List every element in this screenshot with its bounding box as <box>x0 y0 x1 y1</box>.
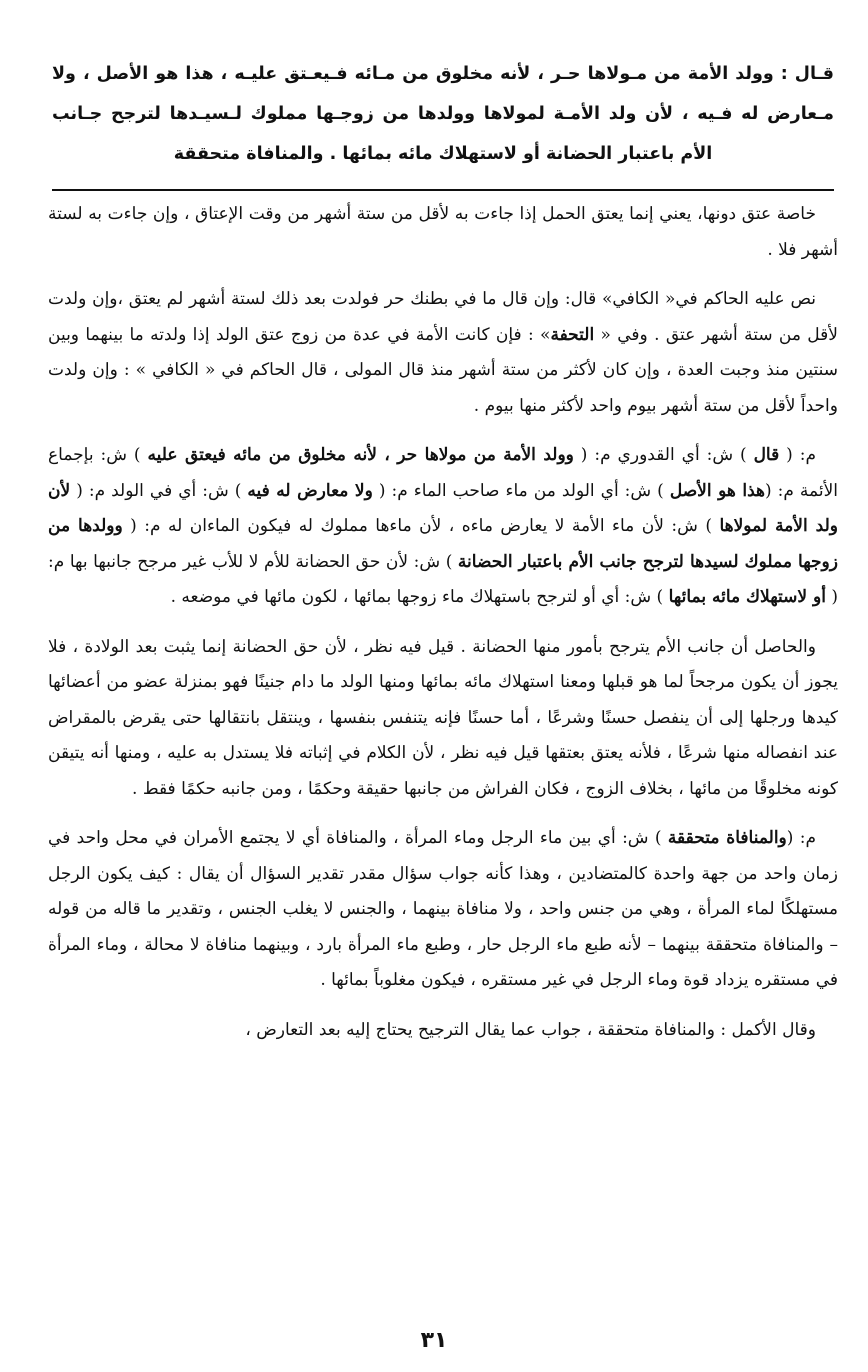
commentary-paragraph <box>48 630 838 808</box>
bold-quote: قال <box>753 445 780 465</box>
bold-quote: ولا معارض له فيه <box>247 480 373 501</box>
text-run: والحاصل أن جانب الأم يترجح بأمور منها الحضانة . قيل فيه نظر ، لأن حق الحضانة إنما يثبت بعد الولادة ، فلا يجوز أن يكون مرجحاً لما هو قبلها ومعنا استهلاك مائه بمائها ومنها الولد ما دام جنينًا فهو بمنزلة عضو من أعضائها كيدها ورجلها إلى أن ينفصل حسنًا وشرعًا ، أما حسنًا فإنه يتنفس بنفسها ، وينتقل بانتقالها حتى يقرض بالمقراض عند انفصاله منها شرعًا ، فلأنه يعتق بعتقها قيل فيه نظر ، لأن الكلام في إثباته فلا يستدل به عليه ، ومنها أنه يتيقن كونه مخلوقًا من مائها ، بخلاف الزوج ، فكان الفراش من جانبها حقيقة وحكمًا ، ومن جانبه حكمًا فقط . <box>48 636 838 799</box>
bold-quote: وولدها من زوجها مملوك لسيدها لترجح جانب الأم باعتبار الحضانة <box>48 516 838 572</box>
commentary-paragraph <box>48 821 838 999</box>
text-run: ) ش: لأن حق الحضانة للأم لا للأب غير مرجح جانبها بها م: ( <box>48 551 838 607</box>
bold-quote: لأن ولد الأمة لمولاها <box>48 480 838 536</box>
text-run: ) ش: أي القدوري م: ( <box>573 445 754 465</box>
bold-quote: أو لاستهلاك مائه بمائها <box>668 587 826 607</box>
text-run: ) ش: بإجماع الأئمة م: ( <box>48 445 838 501</box>
commentary-paragraph <box>48 282 838 424</box>
text-run: م: ( <box>779 445 816 465</box>
separator-line <box>52 189 834 191</box>
commentary-paragraph <box>48 197 838 268</box>
text-run: ) ش: لأن ماء الأمة لا يعارض ماءه ، لأن ماءها مملوك له فيكون الماءان له م: ( <box>122 516 720 536</box>
bold-quote: التحفة <box>550 324 595 345</box>
text-run: » : فإن كانت الأمة في عدة من زوج عتق الولد إذا ولدته ما بينهما وبين سنتين منذ وجبت العدة ، وإن كان لأكثر من ستة أشهر منذ قال المولى ، قال الحاكم في « الكافي » : وإن ولدت واحداً لأقل من ستة أشهر بيوم واحد لأكثر منها بيوم . <box>48 324 838 416</box>
text-run: ) ش: أي الولد من ماء صاحب الماء م: ( <box>372 480 670 501</box>
bold-quote: وولد الأمة من مولاها حر ، لأنه مخلوق من مائه فيعتق عليه <box>147 445 574 465</box>
text-run: ) ش: أي في الولد م: ( <box>70 480 248 501</box>
commentary-paragraph <box>48 438 838 616</box>
page-number: ٣١ <box>420 1328 448 1353</box>
text-run: ) ش: أي أو لترجح باستهلاك ماء زوجها بمائها ، لكون مائها في موضعه . <box>170 587 669 607</box>
bold-quote: هذا هو الأصل <box>669 480 765 501</box>
text-run: نص عليه الحاكم في« الكافي» قال: وإن قال ما في بطنك حر فولدت بعد ذلك لستة أشهر لم يعتق ،وإن ولدت لأقل من ستة أشهر عتق . وفي « <box>48 289 838 345</box>
text-run: خاصة عتق دونها، يعني إنما يعتق الحمل إذا جاءت به لأقل من ستة أشهر من وقت الإعتاق ، وإن جاءت به لستة أشهر فلا . <box>48 204 838 260</box>
text-run: ) ش: أي بين ماء الرجل وماء المرأة ، والمنافاة أي لا يجتمع الأمران في محل واحد في زمان واحد من جهة واحدة كالمتضادين ، وهذا كأنه جواب سؤال مقدر تقدير السؤال أن يقال : كيف يكون الرجل مستهلكًا لماء المرأة ، وهي من جنس واحد ، ولا منافاة بينهما ، والجنس لا يغلب الجنس ، وتقدير ما قاله من قوله – والمنافاة متحققة بينهما – لأنه طبع ماء الرجل حار ، وطبع ماء المرأة بارد ، وبينهما منافاة لا محالة ، وماء المرأة في مستقره يزداد قوة وماء الرجل في غير مستقره ، فيكون مغلوباً بمائها . <box>48 828 838 990</box>
bold-quote: والمنافاة متحققة <box>667 828 787 848</box>
text-run: وقال الأكمل : والمنافاة متحققة ، جواب عما يقال الترجيح يحتاج إليه بعد التعارض ، <box>245 1019 816 1040</box>
commentary-text <box>48 197 838 1062</box>
text-run: م: ( <box>786 828 817 848</box>
matn-text: قـال : وولد الأمة من مـولاها حـر ، لأنه مخلوق من مـائه فـيعـتق عليـه ، هذا هو الأصل ، ولا مـعارض له فـيه ، لأن ولد الأمـة لمولاها وولدها من زوجـها مملوك لـسيـدها لترجح جـانب الأم باعتبار الحضانة أو لاستهلاك مائه بمائها . والمنافاة متحققة <box>52 64 834 164</box>
commentary-paragraph <box>48 1013 838 1049</box>
